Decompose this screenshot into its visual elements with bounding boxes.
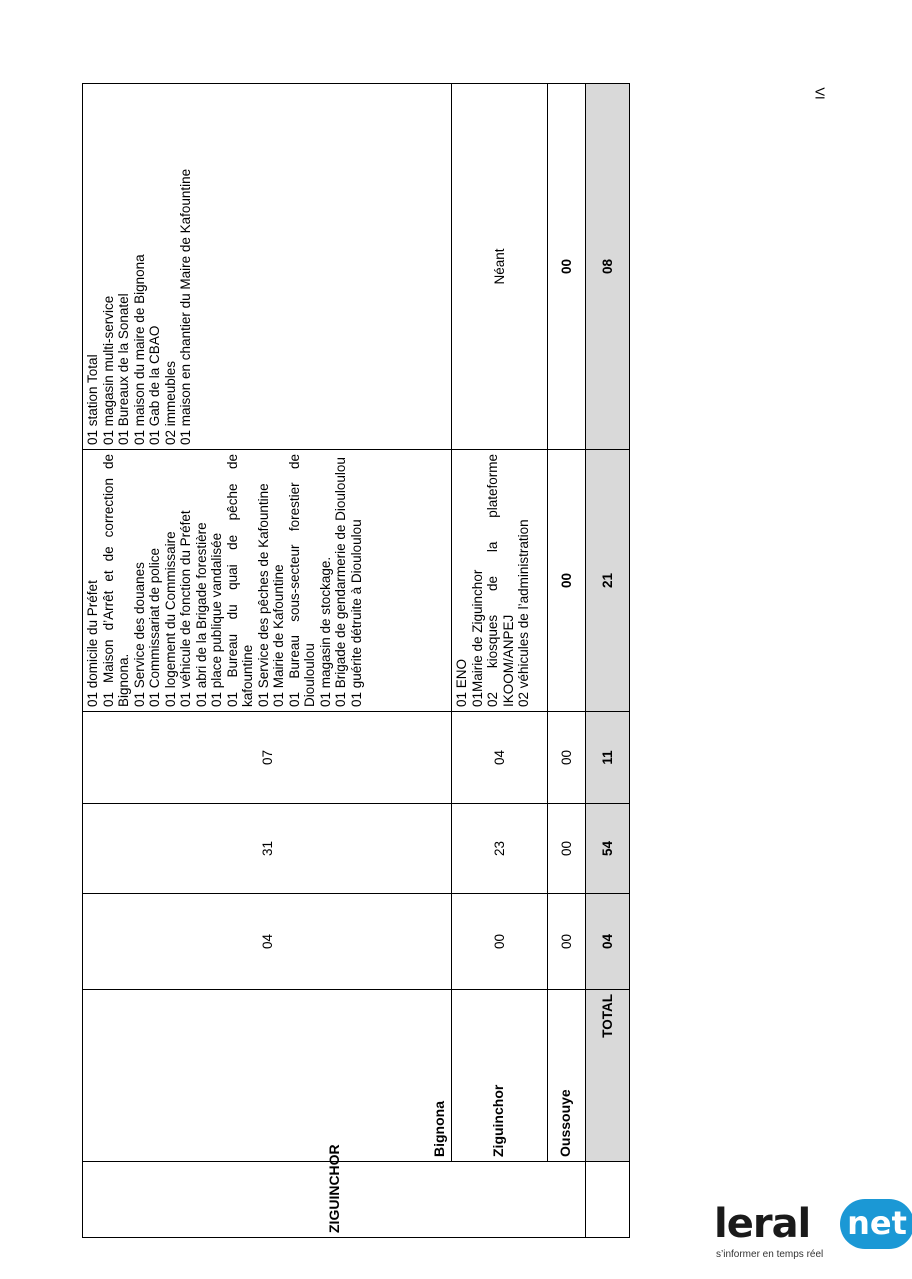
department-name: Ziguinchor (452, 990, 548, 1162)
total-value: 54 (586, 804, 630, 894)
total-value: 04 (586, 894, 630, 990)
leral-logo[interactable] (712, 1197, 912, 1267)
count-cell: 00 (548, 712, 586, 804)
table-row (83, 84, 452, 1238)
total-value: 11 (586, 712, 630, 804)
logo-badge: net (840, 1199, 912, 1249)
logo-tagline: s’informer en temps réel (716, 1249, 824, 1260)
department-name: Oussouye (548, 990, 586, 1162)
count-cell: 07 (83, 712, 452, 804)
count-cell: 00 (452, 894, 548, 990)
total-label: TOTAL (586, 990, 630, 1162)
count-cell: 00 (548, 894, 586, 990)
count-cell: 04 (83, 894, 452, 990)
damage-list-public: 01 domicile du Préfet 01 Maison d’Arrêt et de correction de Bignona. 01 Service des douanes 01 Commissariat de police 01 logement du Commissaire 01 véhicule de fonction du Préfet 01 abri de la Brigade forestière 01 place publique vandalisée 01 Bureau du quai de pêche de kafountine 01 Service des pêches de Kafountine 01 Mairie de Kafountine 01 Bureau sous-secteur forestier de Diouloulou 01 magasin de stockage. 01 Brigade de gendarmerie de Diouloulou 01 guérite détruite à Diouloulou (83, 450, 452, 712)
count-cell: 04 (452, 712, 548, 804)
table-row (548, 84, 586, 1238)
damage-table (82, 83, 630, 1238)
department-name: Bignona (83, 990, 452, 1162)
table-row (452, 84, 548, 1238)
rotated-table-container (82, 84, 629, 1238)
count-cell: 31 (83, 804, 452, 894)
count-cell: 23 (452, 804, 548, 894)
total-spacer (586, 1162, 630, 1238)
damage-value: 00 (548, 84, 586, 450)
damage-list-private: Néant (452, 84, 548, 450)
total-row (586, 84, 630, 1238)
logo-text: leral (714, 1201, 811, 1247)
damage-value: 00 (548, 450, 586, 712)
count-cell: 00 (548, 804, 586, 894)
total-value: 21 (586, 450, 630, 712)
total-value: 08 (586, 84, 630, 450)
damage-list-public: 01 ENO 01Mairie de Ziguinchor 02 kiosques de la plateforme IKOOM/ANPEJ 02 véhicules de l’administration (452, 450, 548, 712)
damage-list-private: 01 station Total 01 magasin multi-service 01 Bureaux de la Sonatel 01 maison du maire de Bignona 01 Gab de la CBAO 02 immeubles 01 maison en chantier du Maire de Kafountine (83, 84, 452, 450)
page-marker: VI (812, 87, 828, 100)
region-cell: ZIGUINCHOR (83, 1162, 586, 1238)
